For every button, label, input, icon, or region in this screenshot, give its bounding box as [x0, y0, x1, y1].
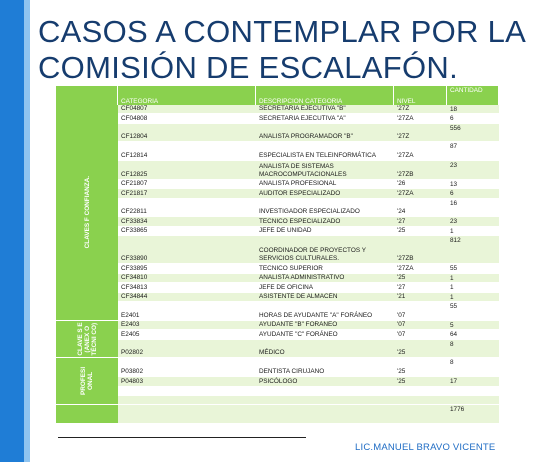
escalafon-table	[56, 86, 499, 424]
row-cantidad: 6	[447, 114, 499, 123]
row-nivel: '26	[394, 180, 447, 189]
row-descripcion: TECNICO SUPERIOR	[256, 264, 394, 273]
title-line-1: CASOS A CONTEMPLAR POR LA	[38, 14, 527, 49]
group-label-claves-e: CLAVE S E (ANEX O TÉCNI CO)	[56, 321, 118, 359]
row-nivel: '25	[394, 227, 447, 236]
row-cantidad: 5	[447, 321, 499, 330]
row-cantidad: 16	[447, 199, 499, 218]
row-categoria: CF21817	[118, 189, 256, 198]
row-categoria: CF21807	[118, 180, 256, 189]
row-categoria: CF12814	[118, 142, 256, 161]
row-nivel: '27	[394, 283, 447, 292]
row-categoria: CF04808	[118, 114, 256, 123]
row-descripcion: HORAS DE AYUDANTE "A" FORÁNEO	[256, 302, 394, 321]
row-nivel: '25	[394, 358, 447, 377]
row-nivel: '07	[394, 321, 447, 330]
total-cantidad: 1776	[447, 405, 499, 424]
row-categoria: CF34813	[118, 283, 256, 292]
row-descripcion: MÉDICO	[256, 340, 394, 359]
group-label-profesional: PROFESI ONAL	[56, 358, 118, 405]
col-header-cantidad: CANTIDAD	[447, 86, 499, 105]
group-header-blank	[56, 86, 118, 105]
row-categoria: CF34844	[118, 293, 256, 302]
row-categoria: P03802	[118, 358, 256, 377]
col-header-categoria: CATEGORIA	[118, 86, 256, 105]
row-categoria: P02802	[118, 340, 256, 359]
row-descripcion: PSICÓLOGO	[256, 377, 394, 386]
row-nivel: '27Z	[394, 105, 447, 114]
row-cantidad: 556	[447, 124, 499, 143]
row-descripcion: JEFE DE UNIDAD	[256, 227, 394, 236]
row-cantidad: 8	[447, 340, 499, 359]
row-categoria: E2401	[118, 302, 256, 321]
row-nivel: '25	[394, 274, 447, 283]
row-cantidad: 1	[447, 227, 499, 236]
row-descripcion: SECRETARIA EJECUTIVA "A"	[256, 114, 394, 123]
row-categoria: CF22811	[118, 199, 256, 218]
row-nivel: '27	[394, 217, 447, 226]
row-nivel: '27ZA	[394, 142, 447, 161]
row-cantidad: 8	[447, 358, 499, 377]
row-nivel: '27ZB	[394, 236, 447, 264]
row-categoria: CF34810	[118, 274, 256, 283]
row-nivel: '25	[394, 377, 447, 386]
row-descripcion: TECNICO ESPECIALIZADO	[256, 217, 394, 226]
author-name: LIC.MANUEL BRAVO VICENTE	[355, 442, 496, 453]
row-descripcion: ESPECIALISTA EN TELEINFORMÁTICA	[256, 142, 394, 161]
row-cantidad: 1	[447, 274, 499, 283]
row-descripcion: ANALISTA PROFESIONAL	[256, 180, 394, 189]
row-categoria: CF33890	[118, 236, 256, 264]
row-categoria: E2405	[118, 330, 256, 339]
row-cantidad: 1	[447, 283, 499, 292]
col-header-nivel: NIVEL	[394, 86, 447, 105]
empty-cell	[447, 396, 499, 405]
row-cantidad: 812	[447, 236, 499, 264]
row-nivel: '27ZA	[394, 114, 447, 123]
group-label-total-blank	[56, 405, 118, 424]
row-cantidad: 17	[447, 377, 499, 386]
slide-title	[38, 14, 527, 86]
row-nivel: '27ZB	[394, 161, 447, 180]
empty-cell	[118, 387, 256, 396]
row-categoria: CF12804	[118, 124, 256, 143]
row-nivel: '27ZA	[394, 264, 447, 273]
row-descripcion: COORDINADOR DE PROYECTOS Y SERVICIOS CULTURALES.	[256, 236, 394, 264]
row-cantidad: 23	[447, 217, 499, 226]
row-categoria: CF33834	[118, 217, 256, 226]
row-descripcion: DENTISTA CIRUJANO	[256, 358, 394, 377]
row-categoria: CF33895	[118, 264, 256, 273]
row-cantidad: 6	[447, 189, 499, 198]
left-accent-bar	[0, 0, 24, 462]
row-cantidad: 18	[447, 105, 499, 114]
row-cantidad: 13	[447, 180, 499, 189]
row-nivel: '21	[394, 293, 447, 302]
total-row-blank	[118, 405, 256, 424]
row-descripcion: AYUDANTE "B" FORÁNEO	[256, 321, 394, 330]
row-categoria: CF12825	[118, 161, 256, 180]
total-row-blank	[256, 405, 394, 424]
row-cantidad: 55	[447, 264, 499, 273]
row-descripcion: AYUDANTE "C" FORÁNEO	[256, 330, 394, 339]
row-descripcion: ANALISTA ADMINISTRATIVO	[256, 274, 394, 283]
row-descripcion: AUDITOR ESPECIALIZADO	[256, 189, 394, 198]
row-descripcion: SECRETARIA EJECUTIVA "B"	[256, 105, 394, 114]
row-descripcion: ANALISTA PROGRAMADOR "B"	[256, 124, 394, 143]
total-row-blank	[394, 405, 447, 424]
row-nivel: '27ZA	[394, 189, 447, 198]
empty-cell	[256, 387, 394, 396]
left-accent-stripe	[24, 0, 30, 462]
empty-cell	[118, 396, 256, 405]
title-line-2: COMISIÓN DE ESCALAFÓN.	[38, 50, 458, 85]
empty-cell	[394, 387, 447, 396]
row-categoria: P04803	[118, 377, 256, 386]
row-descripcion: JEFE DE OFICINA	[256, 283, 394, 292]
row-categoria: CF33865	[118, 227, 256, 236]
row-cantidad: 55	[447, 302, 499, 321]
col-header-descripcion: DESCRIPCION CATEGORIA	[256, 86, 394, 105]
group-label-claves-f: CLAVES F CONFIANZA.	[56, 105, 118, 321]
row-categoria: CF04807	[118, 105, 256, 114]
row-categoria: E2403	[118, 321, 256, 330]
empty-cell	[256, 396, 394, 405]
empty-cell	[394, 396, 447, 405]
row-cantidad: 87	[447, 142, 499, 161]
footer-divider	[58, 437, 306, 438]
empty-cell	[447, 387, 499, 396]
row-nivel: '24	[394, 199, 447, 218]
row-nivel: '27Z	[394, 124, 447, 143]
row-cantidad: 64	[447, 330, 499, 339]
row-descripcion: INVESTIGADOR ESPECIALIZADO	[256, 199, 394, 218]
row-nivel: '07	[394, 302, 447, 321]
row-descripcion: ANALISTA DE SISTEMAS MACROCOMPUTACIONALES	[256, 161, 394, 180]
row-cantidad: 23	[447, 161, 499, 180]
row-descripcion: ASISTENTE DE ALMACÉN	[256, 293, 394, 302]
row-nivel: '07	[394, 330, 447, 339]
row-nivel: '25	[394, 340, 447, 359]
row-cantidad: 1	[447, 293, 499, 302]
